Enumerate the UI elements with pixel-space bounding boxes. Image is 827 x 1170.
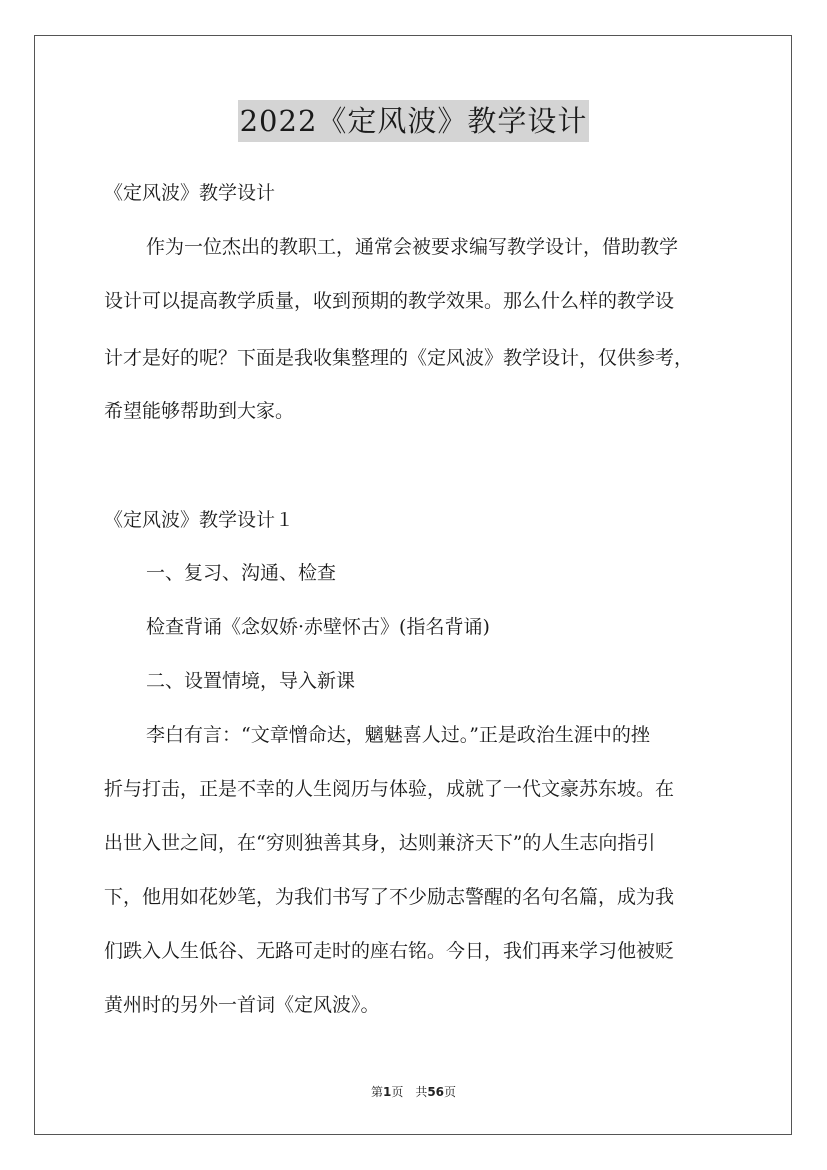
body-line: 黄州时的另外一首词《定风波》。 xyxy=(104,994,380,1016)
intro-line: 计才是好的呢？下面是我收集整理的《定风波》教学设计，仅供参考， xyxy=(104,347,694,369)
body-line: 李白有言：“文章憎命达，魑魅喜人过。”正是政治生涯中的挫 xyxy=(146,724,650,746)
section-heading: 《定风波》教学设计１ xyxy=(104,509,295,531)
document-title-text: 2022《定风波》教学设计 xyxy=(238,100,590,142)
body-line: 下，他用如花妙笔，为我们书写了不少励志警醒的名句名篇，成为我 xyxy=(104,886,675,908)
page-prefix: 第 xyxy=(370,1085,383,1099)
page-number: 1 xyxy=(382,1085,392,1099)
step1-body: 检查背诵《念奴娇·赤壁怀古》(指名背诵) xyxy=(146,616,490,638)
document-title xyxy=(0,100,827,142)
body-line: 出世入世之间，在“穷则独善其身，达则兼济天下”的人生志向指引 xyxy=(104,832,656,854)
step1-title: 一、复习、沟通、检查 xyxy=(146,562,337,584)
intro-line: 希望能够帮助到大家。 xyxy=(104,400,295,422)
intro-heading: 《定风波》教学设计 xyxy=(104,182,276,204)
page-mid: 页 共 xyxy=(391,1085,428,1099)
intro-line: 作为一位杰出的教职工，通常会被要求编写教学设计，借助教学 xyxy=(146,236,679,258)
body-line: 折与打击，正是不幸的人生阅历与体验，成就了一代文豪苏东坡。在 xyxy=(104,778,675,800)
page-suffix: 页 xyxy=(444,1085,457,1099)
step2-title: 二、设置情境，导入新课 xyxy=(146,670,356,692)
page-footer xyxy=(0,1083,827,1100)
body-line: 们跌入人生低谷、无路可走时的座右铭。今日，我们再来学习他被贬 xyxy=(104,940,675,962)
page-total: 56 xyxy=(427,1085,445,1099)
intro-line: 设计可以提高教学质量，收到预期的教学效果。那么什么样的教学设 xyxy=(104,290,675,312)
